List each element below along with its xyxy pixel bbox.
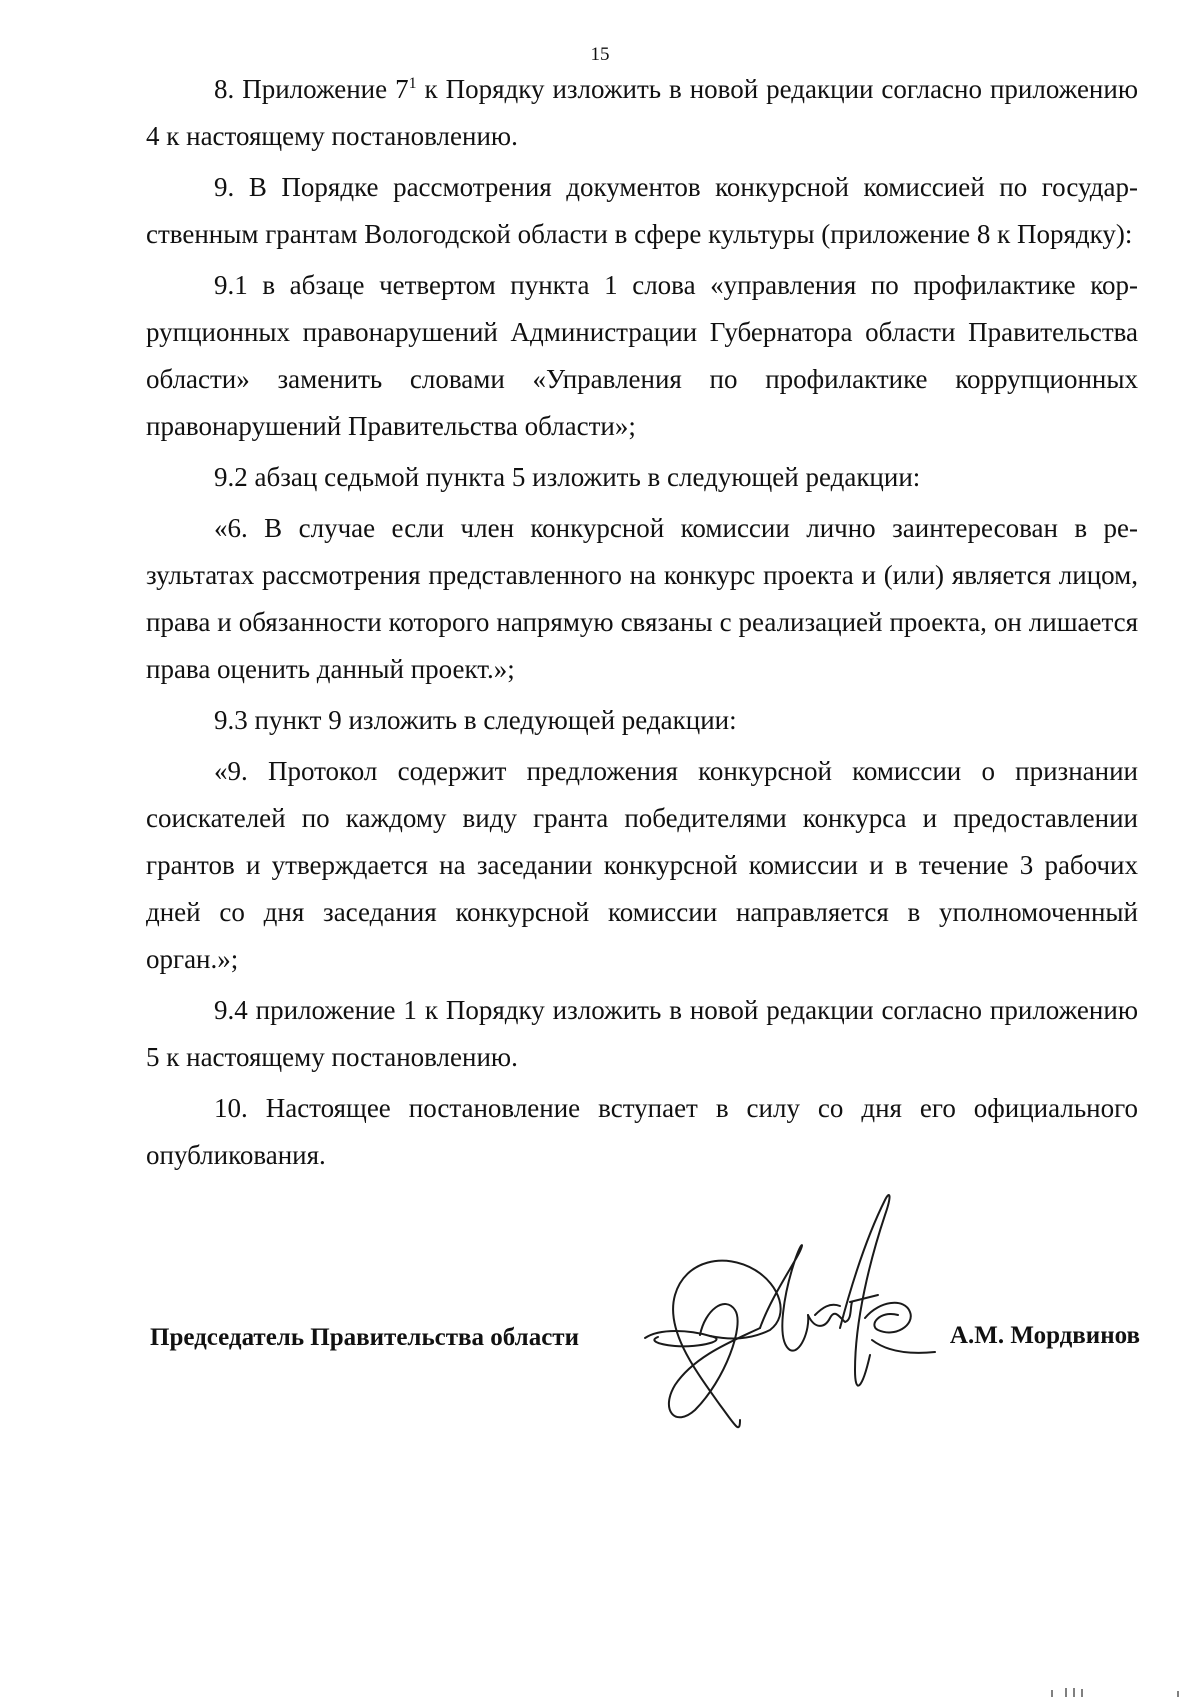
signer-title: Председатель Правительства области (150, 1324, 579, 1351)
signer-name: А.М. Мордвинов (949, 1322, 1140, 1349)
paragraph-8: 8. Приложение $7^1$ к Порядку изложить в новой редакции согласно приложению 4 к настоящему постановлению. (146, 74, 1138, 151)
paragraph-9: 9. В Порядке рассмотрения документов конкурсной комиссией по государственным грантам Вологодской области в сфере культуры (приложение 8 к Порядку): (146, 172, 1138, 249)
paragraph-9-4: 9.4 приложение 1 к Порядку изложить в новой редакции согласно приложению 5 к настоящему постановлению. (146, 995, 1138, 1072)
page-number: 15 (590, 44, 610, 65)
document-body (146, 66, 1138, 1183)
paragraph-10: 10. Настоящее постановление вступает в силу со дня его официального опубликования. (146, 1093, 1138, 1170)
handwritten-signature (640, 1190, 940, 1440)
paragraph-9-3-quote: «9. Протокол содержит предложения конкурсной комиссии о признании соискателей по каждому виду гранта победителями конкурса и предоставлении грантов и утверждается на заседании конкурсной комиссии и в течение 3 рабочих дней со дня заседания конкурсной комиссии направляется в уполномоченный орган.»; (146, 756, 1138, 974)
paragraph-9-2-quote: «6. В случае если член конкурсной комиссии лично заинтересован в результатах рассмотрения представленного на конкурс проекта и (или) является лицом, права и обязанности которого напрямую связаны с реализацией проекта, он лишается права оценить данный проект.»; (146, 513, 1138, 684)
scan-edge-marks (1000, 1682, 1200, 1697)
paragraph-9-3: 9.3 пункт 9 изложить в следующей редакции: (214, 705, 737, 735)
paragraph-9-2: 9.2 абзац седьмой пункта 5 изложить в следующей редакции: (214, 462, 921, 492)
paragraph-9-1: 9.1 в абзаце четвертом пункта 1 слова «управления по профилактике коррупционных правонарушений Администрации Губернатора области Правительства области» заменить словами «Управления по профилактике коррупционных правонарушений Правительства области»; (146, 270, 1138, 441)
superscript-index: 1 (408, 75, 417, 92)
signature-block (150, 1320, 1140, 1370)
